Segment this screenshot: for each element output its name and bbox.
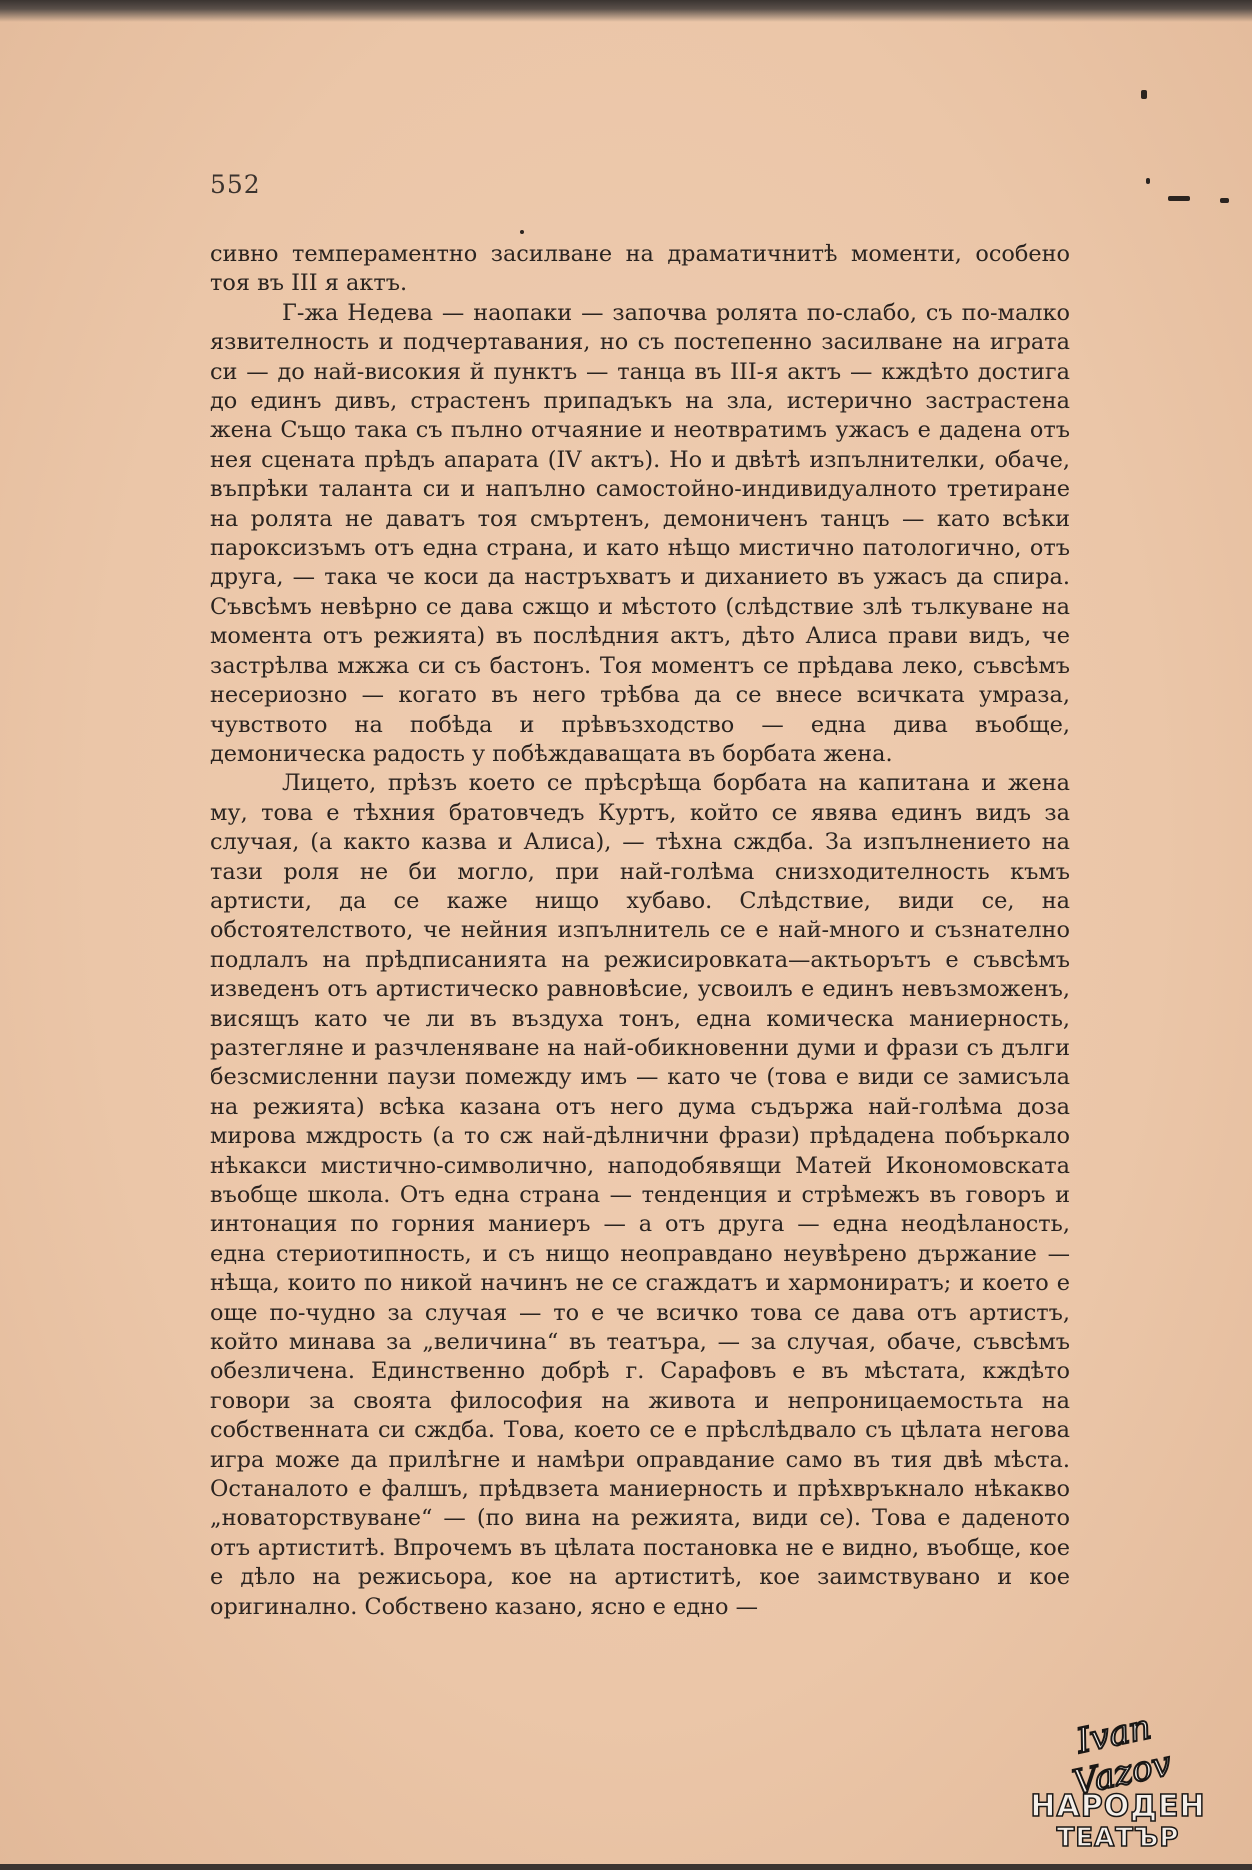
ink-speck <box>520 230 524 234</box>
bottom-edge <box>0 1864 1252 1870</box>
body-text <box>210 240 1070 1622</box>
ink-speck <box>1220 198 1229 203</box>
paragraph-1: сивно темпераментно засилване на драматичнитѣ моменти, особено тоя въ III я актъ. <box>210 241 1070 297</box>
logo-line-2: ТЕАТЪР <box>1056 1823 1180 1853</box>
page-number: 552 <box>210 170 261 199</box>
ink-speck <box>1141 90 1147 99</box>
paragraph-2: Г-жа Недева — наопаки — започва ролята по-слабо, съ по-малко язвителность и подчертавания, но съ постепенно засилване на играта си — до най-високия й пунктъ — танца въ III-я актъ — кждѣто достига до единъ дивъ, страстенъ припадъкъ на зла, истерично застрастена жена Също така съ пълно отчаяние и неотвратимъ ужасъ е дадена отъ нея сцената прѣдъ апарата (IV актъ). Но и двѣтѣ изпълнителки, обаче, въпрѣки таланта си и напълно самостойно-индивидуалното третиране на ролята не даватъ тоя смъртенъ, демониченъ танцъ — като всѣки пароксизъмъ отъ една страна, и като нѣщо мистично патологично, отъ друга, — така че коси да настръхватъ и диханието въ ужасъ да спира. Съвсѣмъ невѣрно се дава сжщо и мѣстото (слѣдствие злѣ тълкуване на момента отъ режията) въ послѣдния актъ, дѣто Алиса прави видъ, че застрѣлва мжжа си съ бастонъ. Тоя моментъ се прѣдава леко, съвсѣмъ несериозно — когато въ него трѣбва да се внесе всичката умраза, чувството на побѣда и прѣвъзходство — една дива въобще, демоническа радость у побѣждаващата въ борбата жена. <box>210 299 1070 767</box>
logo-line-1: НАРОДЕН <box>1030 1789 1206 1824</box>
logo-signature: Ivan Vazov <box>1069 1707 1175 1804</box>
ink-speck <box>1168 196 1190 201</box>
paragraph-3: Лицето, прѣзъ което се прѣсрѣща борбата на капитана и жена му, това е тѣхния братовчедъ Куртъ, който се явява единъ видъ за случая, (а както казва и Алиса), — тѣхна сждба. За изпълнението на тази роля не би могло, при най-голѣма снизходителность къмъ артисти, да се каже нищо хубаво. Слѣдствие, види се, на обстоятелството, че нейния изпълнитель се е най-много и съзнателно подлалъ на прѣдписанията на режисировката—актьорътъ е съвсѣмъ изведенъ отъ артистическо равновѣсие, усвоилъ е единъ невъзможенъ, висящъ като че ли въ въздуха тонъ, една комическа маниерность, разтегляне и разчленяване на най-обикновенни думи и фрази съ дълги безсмисленни паузи помежду имъ — като че (това е види се замисъла на режията) всѣка казана отъ него дума съдържа най-голѣма доза мирова мждрость (а то сж най-дѣлнични фрази) прѣдадена побъркало нѣкакси мистично-символично, наподобявящи Матей Икономовската въобще школа. Отъ една страна — тенденция и стрѣмежъ въ говоръ и интонация по горния маниеръ — а отъ друга — една неодѣланость, една стериотипность, и съ нищо неоправдано неувѣрено държание — нѣща, които по никой начинъ не се сгаждатъ и хармониратъ; и което е още по-чудно за случая — то е че всичко това се дава отъ артистъ, който минава за „величина“ въ театъра, — за случая, обаче, съвсѣмъ обезличена. Единственно добрѣ г. Сарафовъ е въ мѣстата, кждѣто говори за своята философия на живота и непроницаемостьта на собственната си сждба. Това, което се е прѣслѣдвало съ цѣлата негова игра може да прилѣгне и намѣри оправдание само въ тия двѣ мѣста. Останалото е фалшъ, прѣдвзета маниерность и прѣхвръкнало нѣкакво „новаторствуване“ — (по вина на режията, види се). Това е даденото отъ артиститѣ. Впрочемъ въ цѣлата постановка не е видно, въобще, кое е дѣло на режисьора, кое на артиститѣ, кое заимствувано и кое оригинално. Собствено казано, ясно е едно — <box>210 770 1070 1620</box>
torn-top-edge <box>0 0 1252 22</box>
national-theatre-logo <box>1028 1707 1208 1854</box>
ink-speck <box>1146 178 1150 184</box>
